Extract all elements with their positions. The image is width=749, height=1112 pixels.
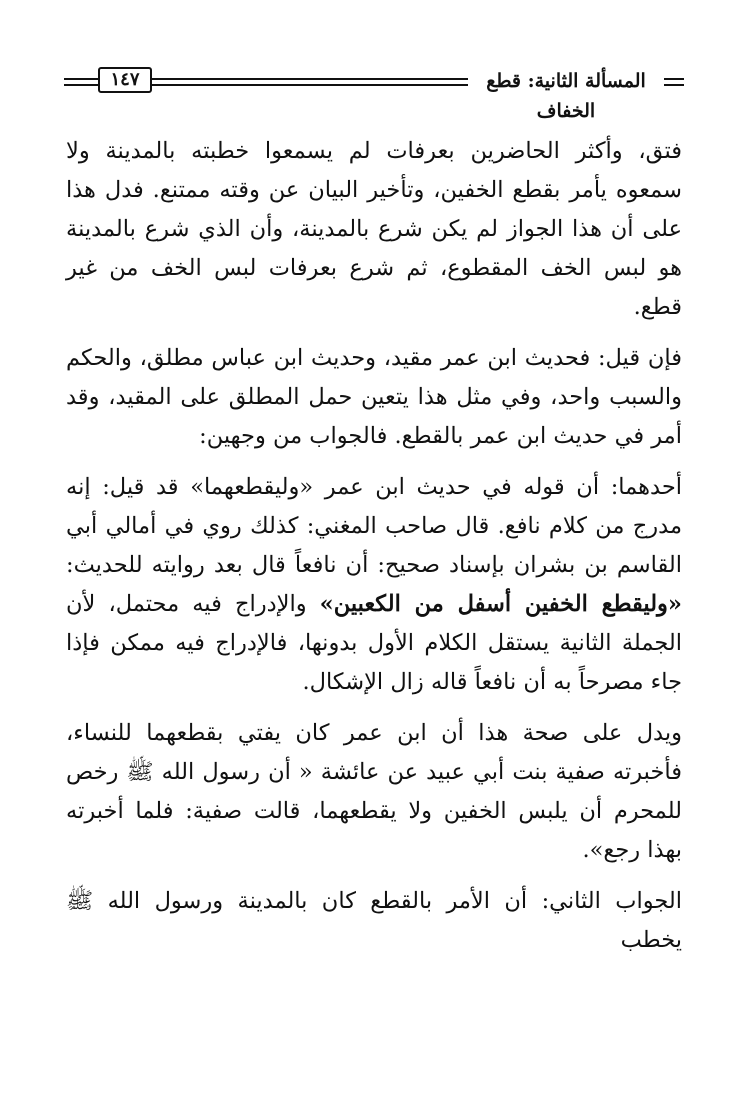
bold-quote: «وليقطع الخفين أسفل من الكعبين» <box>319 591 682 617</box>
header-rule-right <box>664 78 684 86</box>
running-title: المسألة الثانية: قطع الخفاف <box>486 70 646 122</box>
paragraph-1: فتق، وأكثر الحاضرين بعرفات لم يسمعوا خطبته بالمدينة ولا سمعوه يأمر بقطع الخفين، وتأخير البيان عن وقته ممتنع. فدل هذا على أن هذا الجواز لم يكن شرع بالمدينة، وأن الذي شرع بالمدينة هو لبس الخف المقطوع، ثم شرع بعرفات لبس الخف من غير قطع. <box>66 138 682 320</box>
paragraph-4: ويدل على صحة هذا أن ابن عمر كان يفتي بقطعهما للنساء، فأخبرته صفية بنت أبي عبيد عن عائشة « أن رسول الله ﷺ رخص للمحرم أن يلبس الخفين ولا يقطعهما، قالت صفية: فلما أخبرته بهذا رجع». <box>66 720 682 863</box>
paragraph-3-continuation: والإدراج فيه محتمل، لأن الجملة الثانية يستقل الكلام الأول بدونها، فالإدراج فيه ممكن فإذا جاء مصرحاً به أن نافعاً قاله زال الإشكال. <box>66 591 682 695</box>
running-header <box>64 66 684 122</box>
paragraph-3-text: أحدهما: أن قوله في حديث ابن عمر «وليقطعهما» قد قيل: إنه مدرج من كلام نافع. قال صاحب المغني: كذلك روي في أمالي أبي القاسم بن بشران بإسناد صحيح: أن نافعاً قال بعد روايته للحديث: <box>66 474 682 578</box>
header-rule-middle <box>152 78 468 86</box>
body-text <box>66 132 682 972</box>
paragraph-3 <box>66 468 682 702</box>
paragraph-5: الجواب الثاني: أن الأمر بالقطع كان بالمدينة ورسول الله ﷺ يخطب <box>66 888 682 953</box>
paragraph-2: فإن قيل: فحديث ابن عمر مقيد، وحديث ابن عباس مطلق، والحكم والسبب واحد، وفي مثل هذا يتعين حمل المطلق على المقيد، وقد أمر في حديث ابن عمر بالقطع. فالجواب من وجهين: <box>66 345 682 449</box>
page-number: ١٤٧ <box>98 67 152 93</box>
header-rule-left <box>64 78 98 86</box>
